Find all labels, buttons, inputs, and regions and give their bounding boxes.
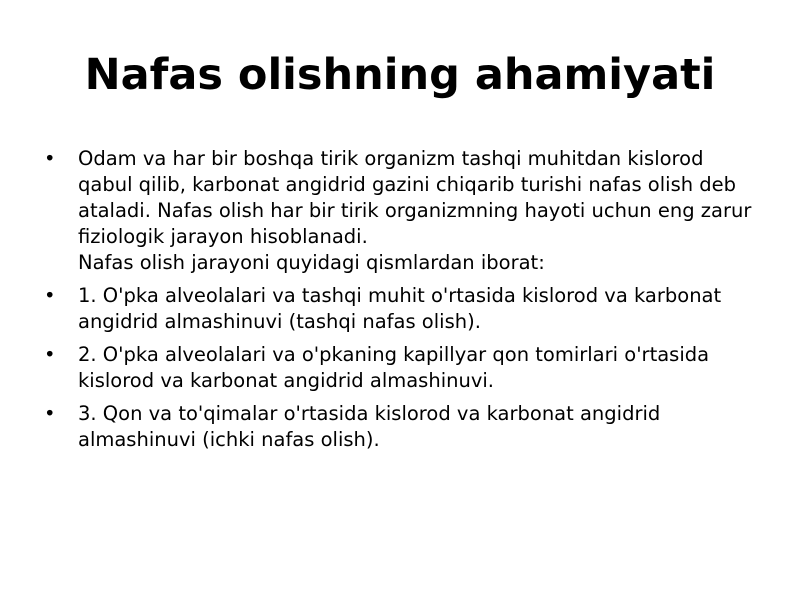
bullet-symbol: • [44, 402, 56, 425]
bullet-item [44, 401, 764, 453]
bullet-item [44, 283, 764, 335]
bullet-text: 3. Qon va to'qimalar o'rtasida kislorod va karbonat angidrid almashinuvi (ichki nafas olish). [78, 402, 661, 451]
bullet-list [44, 146, 764, 460]
bullet-item [44, 146, 764, 276]
bullet-symbol: • [44, 284, 56, 307]
slide-title: Nafas olishning ahamiyati [84, 50, 716, 100]
bullet-text: 1. O'pka alveolalari va tashqi muhit o'rtasida kislorod va karbonat angidrid almashinuvi (tashqi nafas olish). [78, 284, 722, 333]
bullet-symbol: • [44, 343, 56, 366]
bullet-symbol: • [44, 147, 56, 170]
bullet-subline: Nafas olish jarayoni quyidagi qismlardan iborat: [78, 251, 545, 274]
bullet-item [44, 342, 764, 394]
bullet-text: Odam va har bir boshqa tirik organizm tashqi muhitdan kislorod qabul qilib, karbonat angidrid gazini chiqarib turishi nafas olish deb ataladi. Nafas olish har bir tirik organizmning hayoti uchun eng zarur fiziologik jarayon hisoblanadi. [78, 147, 752, 248]
bullet-text: 2. O'pka alveolalari va o'pkaning kapillyar qon tomirlari o'rtasida kislorod va karbonat angidrid almashinuvi. [78, 343, 710, 392]
